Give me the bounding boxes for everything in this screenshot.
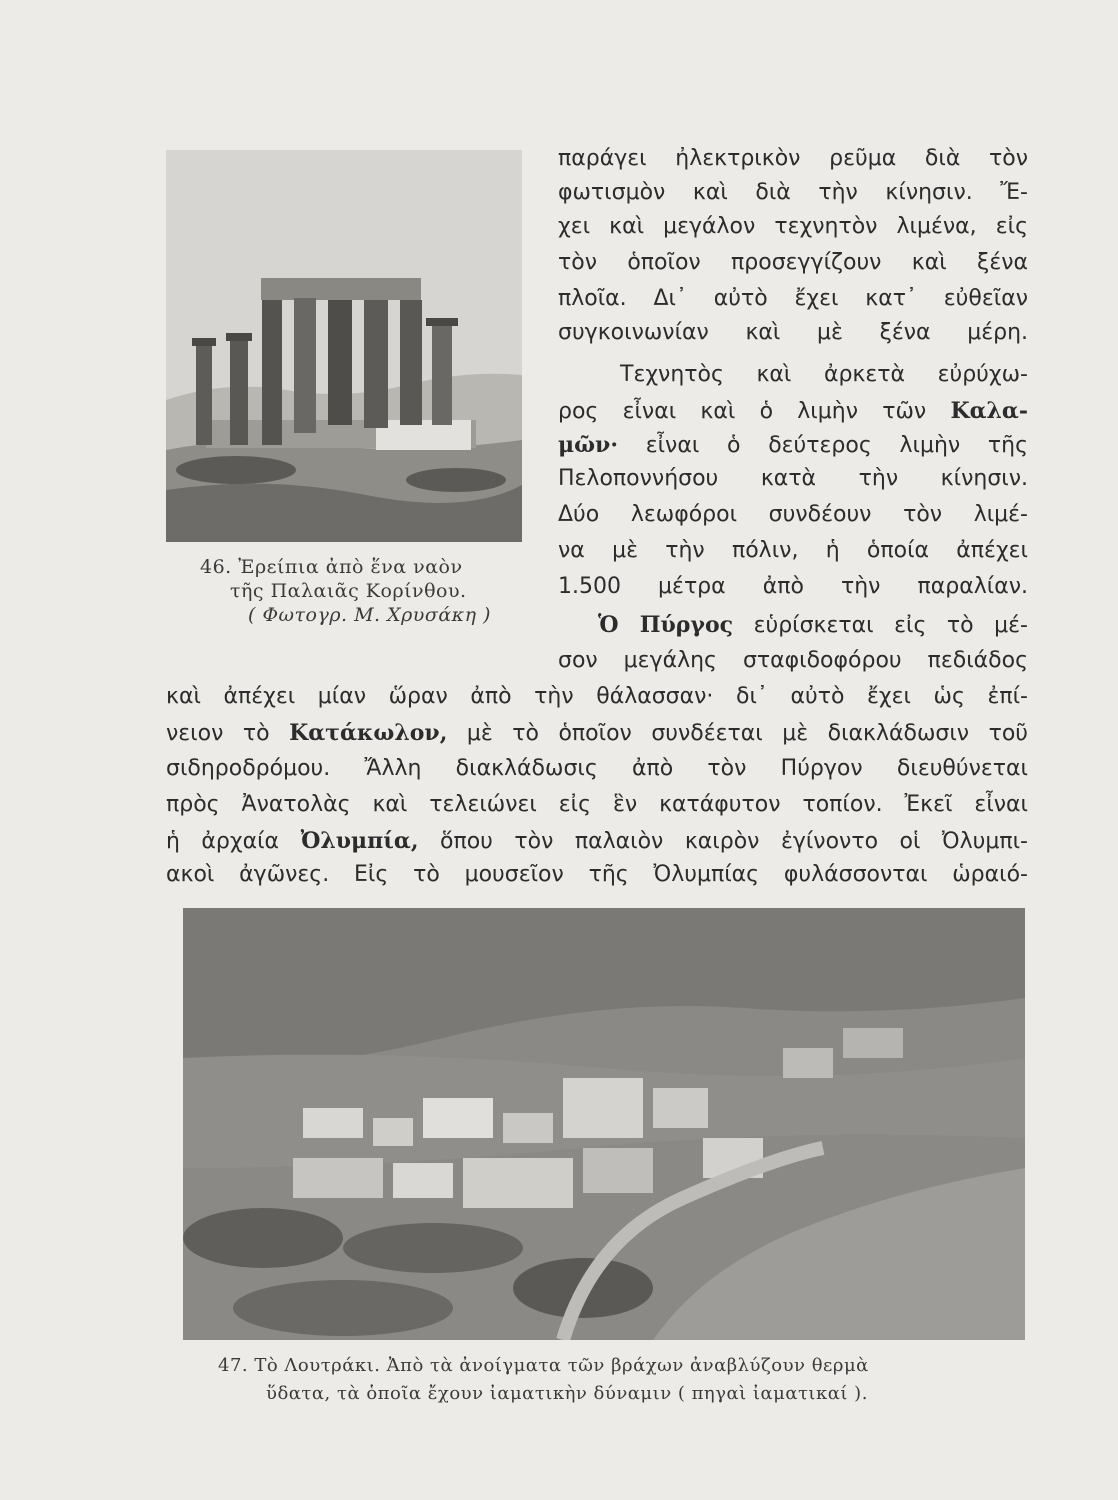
text-line: συγκοινωνίαν καὶ μὲ ξένα μέρη. (558, 320, 1028, 345)
text-run: εἶναι ὁ δεύτερος λιμὴν τῆς (645, 433, 1028, 458)
text-line: παράγει ἠλεκτρικὸν ρεῦμα διὰ τὸν (558, 146, 1028, 171)
text-line: φωτισμὸν καὶ διὰ τὴν κίνησιν. Ἔ- (558, 180, 1028, 205)
text-line: να μὲ τὴν πόλιν, ἡ ὁποία ἀπέχει (558, 538, 1028, 563)
text-line: Τεχνητὸς καὶ ἀρκετὰ εὐρύχω- (620, 362, 1028, 387)
loutraki-town-photo (183, 908, 1025, 1340)
photo-credit: ( Φωτογρ. Μ. Χρυσάκη ) (248, 604, 491, 626)
text-line (166, 824, 1028, 859)
text-line: πρὸς Ἀνατολὰς καὶ τελειώνει εἰς ἓν κατάφυτον τοπίον. Ἐκεῖ εἶναι (166, 792, 1028, 817)
text-line: καὶ ἀπέχει μίαν ὥραν ἀπὸ τὴν θάλασσαν· δι᾽ αὐτὸ ἔχει ὡς ἐπί- (166, 684, 1028, 709)
text-line (558, 428, 1028, 463)
caption-line: ὕδατα, τὰ ὁποῖα ἔχουν ἰαματικὴν δύναμιν ( πηγαὶ ἰαματικαί ). (266, 1383, 868, 1404)
temple-ruins-photo (166, 150, 522, 542)
text-run: μὲ τὸ ὁποῖον συνδέεται μὲ διακλάδωσιν τοῦ (466, 721, 1029, 746)
text-line: σιδηροδρόμου. Ἄλλη διακλάδωσις ἀπὸ τὸν Πύργον διευθύνεται (166, 756, 1028, 781)
text-line: πλοῖα. Δι᾽ αὐτὸ ἔχει κατ᾽ εὐθεῖαν (558, 286, 1028, 311)
text-run: νειον τὸ (166, 721, 270, 746)
text-run: ὅπου τὸν παλαιὸν καιρὸν ἐγίνοντο οἱ Ὀλυμπι- (440, 829, 1028, 854)
text-line: Δύο λεωφόροι συνδέουν τὸν λιμέ- (558, 502, 1028, 527)
text-run: ρος εἶναι καὶ ὁ λιμὴν τῶν (558, 399, 927, 424)
caption-line: 46. Ἐρείπια ἀπὸ ἕνα ναὸν (200, 556, 463, 578)
place-name-olympia: Ὀλυμπία, (300, 828, 419, 854)
caption-line: 47. Τὸ Λουτράκι. Ἀπὸ τὰ ἀνοίγματα τῶν βράχων ἀναβλύζουν θερμὰ (218, 1355, 869, 1376)
place-name-kalamai-end: μῶν· (558, 432, 618, 458)
text-run: ἡ ἀρχαία (166, 829, 280, 854)
text-line: ακοὶ ἀγῶνες. Εἰς τὸ μουσεῖον τῆς Ὀλυμπίας φυλάσσονται ὡραιό- (166, 862, 1028, 887)
figure-46-caption (200, 555, 520, 627)
text-line: χει καὶ μεγάλον τεχνητὸν λιμένα, εἰς (558, 214, 1028, 239)
text-line (598, 608, 1028, 643)
place-name-pyrgos: Ὁ Πύργος (598, 612, 734, 638)
caption-line: τῆς Παλαιᾶς Κορίνθου. (230, 580, 467, 602)
place-name-katakolon: Κατάκωλον, (289, 720, 448, 746)
figure-47-caption (218, 1352, 998, 1408)
text-line: τὸν ὁποῖον προσεγγίζουν καὶ ξένα (558, 250, 1028, 275)
place-name-kalamai: Καλα- (950, 398, 1028, 424)
text-line: 1.500 μέτρα ἀπὸ τὴν παραλίαν. (558, 574, 1028, 599)
text-line (166, 716, 1028, 751)
text-line: Πελοποννήσου κατὰ τὴν κίνησιν. (558, 466, 1028, 491)
text-line (558, 394, 1028, 429)
text-run: εὑρίσκεται εἰς τὸ μέ- (753, 613, 1028, 638)
text-line: σον μεγάλης σταφιδοφόρου πεδιάδος (558, 648, 1028, 673)
